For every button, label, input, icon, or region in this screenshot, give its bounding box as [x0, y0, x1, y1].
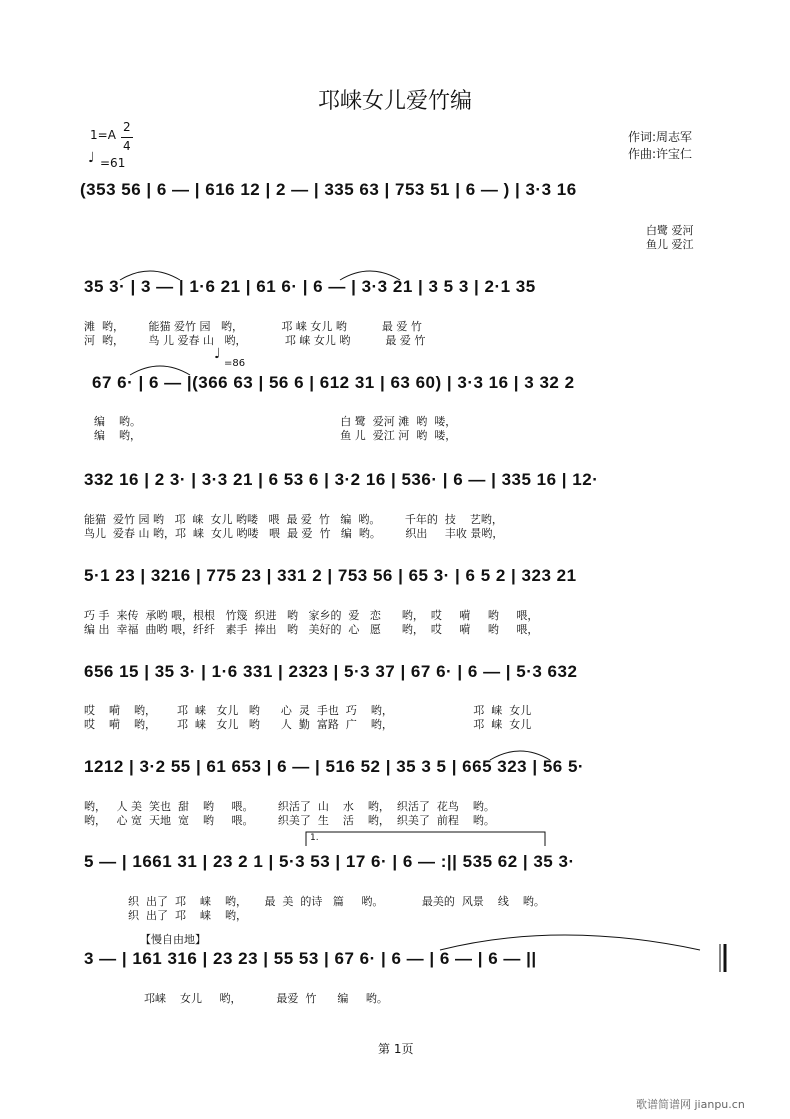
lyrics-line-1a: 白鹭 爱河 — [646, 224, 694, 237]
lyrics-line-5b: 编 出 幸福 曲哟 喂，纤纤 素手 捧出 哟 美好的 心 愿 哟， 哎 嗬 哟 喂， — [84, 623, 539, 636]
lyrics-line-7b: 哟， 心 宽 天地 宽 哟 喂。 织美了 生 活 哟， 织美了 前程 哟。 — [84, 814, 495, 827]
notation-line-3: 67 6· | 6 — |(366 63 | 56 6 | 612 31 | 63 60) | 3·3 16 | 3 32 2 — [92, 373, 575, 392]
page-title: 邛崃女儿爱竹编 — [317, 89, 472, 114]
lyrics-line-4b: 鸟儿 爱春 山 哟，邛 崃 女儿 哟喽 喂 最 爱 竹 编 哟。 织出 丰收 景哟， — [84, 527, 504, 540]
page-number: 第 1页 — [378, 1042, 414, 1056]
notation-line-8: 5 — | 1661 31 | 23 2 1 | 5·3 53 | 17 6· | 6 — :|| 535 62 | 35 3· — [84, 852, 575, 871]
notation-line-4: 332 16 | 2 3· | 3·3 21 | 6 53 6 | 3·2 16 | 536· | 6 — | 335 16 | 12· — [84, 470, 599, 489]
lyrics-line-5a: 巧 手 来传 承哟 喂，根根 竹篾 织进 哟 家乡的 爱 恋 哟， 哎 嗬 哟 喂， — [84, 609, 539, 622]
lyrics-line-2b: 河 哟， 鸟 儿 爱春 山 哟， 邛 崃 女儿 哟 最 爱 竹 — [84, 334, 426, 347]
key-signature: 1=A — [90, 128, 116, 142]
notation-line-6: 656 15 | 35 3· | 1·6 331 | 2323 | 5·3 37 | 67 6· | 6 — | 5·3 632 — [84, 662, 578, 681]
lyrics-line-8b: 织 出了 邛 崃 哟， — [128, 909, 247, 922]
volta-marking: 1. — [310, 833, 319, 843]
notation-line-5: 5·1 23 | 3216 | 775 23 | 331 2 | 753 56 | 65 3· | 6 5 2 | 323 21 — [84, 566, 577, 585]
tempo-expression: 【慢自由地】 — [140, 933, 206, 946]
lyricist-credit: 作词:周志军 — [628, 130, 693, 144]
watermark: 歌谱简谱网 jianpu.cn — [636, 1098, 745, 1111]
lyrics-line-1b: 鱼儿 爱江 — [646, 238, 694, 251]
tempo-marking: =61 — [100, 156, 126, 170]
tempo-change: =86 — [224, 358, 246, 369]
notation-line-1: (353 56 | 6 — | 616 12 | 2 — | 335 63 | 753 51 | 6 — ) | 3·3 16 — [80, 180, 577, 199]
lyrics-line-4a: 能猫 爱竹 园 哟 邛 崃 女儿 哟喽 喂 最 爱 竹 编 哟。 千年的 技 艺哟， — [84, 513, 503, 526]
slur-5 — [440, 935, 700, 950]
notation-line-7: 1212 | 3·2 55 | 61 653 | 6 — | 516 52 | 35 3 5 | 665 323 | 56 5· — [84, 757, 585, 776]
time-signature-bottom: 4 — [123, 139, 131, 153]
lyrics-line-6b: 哎 嗬 哟， 邛 崃 女儿 哟 人 勤 富路 广 哟， 邛 崃 女儿 — [84, 718, 532, 731]
lyrics-line-7a: 哟， 人 美 笑也 甜 哟 喂。 织活了 山 水 哟， 织活了 花鸟 哟。 — [84, 800, 495, 813]
quarter-note-icon: ♩ — [88, 150, 95, 166]
lyrics-line-6a: 哎 嗬 哟， 邛 崃 女儿 哟 心 灵 手也 巧 哟， 邛 崃 女儿 — [84, 704, 532, 717]
volta-bracket — [306, 832, 545, 846]
lyrics-line-9a: 邛崃 女儿 哟， 最爱 竹 编 哟。 — [144, 992, 388, 1005]
lyrics-line-8a: 织 出了 邛 崃 哟， 最 美 的诗 篇 哟。 最美的 风景 线 哟。 — [128, 895, 545, 908]
time-signature-line — [121, 137, 133, 138]
lyrics-line-3b: 编 哟， 鱼 儿 爱江 河 哟 喽， — [94, 429, 457, 442]
notation-line-2: 35 3· | 3 — | 1·6 21 | 61 6· | 6 — | 3·3 21 | 3 5 3 | 2·1 35 — [84, 277, 536, 296]
time-signature-top: 2 — [123, 120, 131, 134]
lyrics-line-2a: 滩 哟， 能猫 爱竹 园 哟， 邛 崃 女儿 哟 最 爱 竹 — [84, 320, 422, 333]
lyrics-line-3a: 编 哟。 白 鹭 爱河 滩 哟 喽， — [94, 415, 457, 428]
quarter-note-icon-2: ♩ — [214, 346, 221, 362]
notation-line-9: 3 — | 161 316 | 23 23 | 55 53 | 67 6· | 6 — | 6 — | 6 — || — [84, 949, 537, 968]
composer-credit: 作曲:许宝仁 — [628, 147, 693, 161]
